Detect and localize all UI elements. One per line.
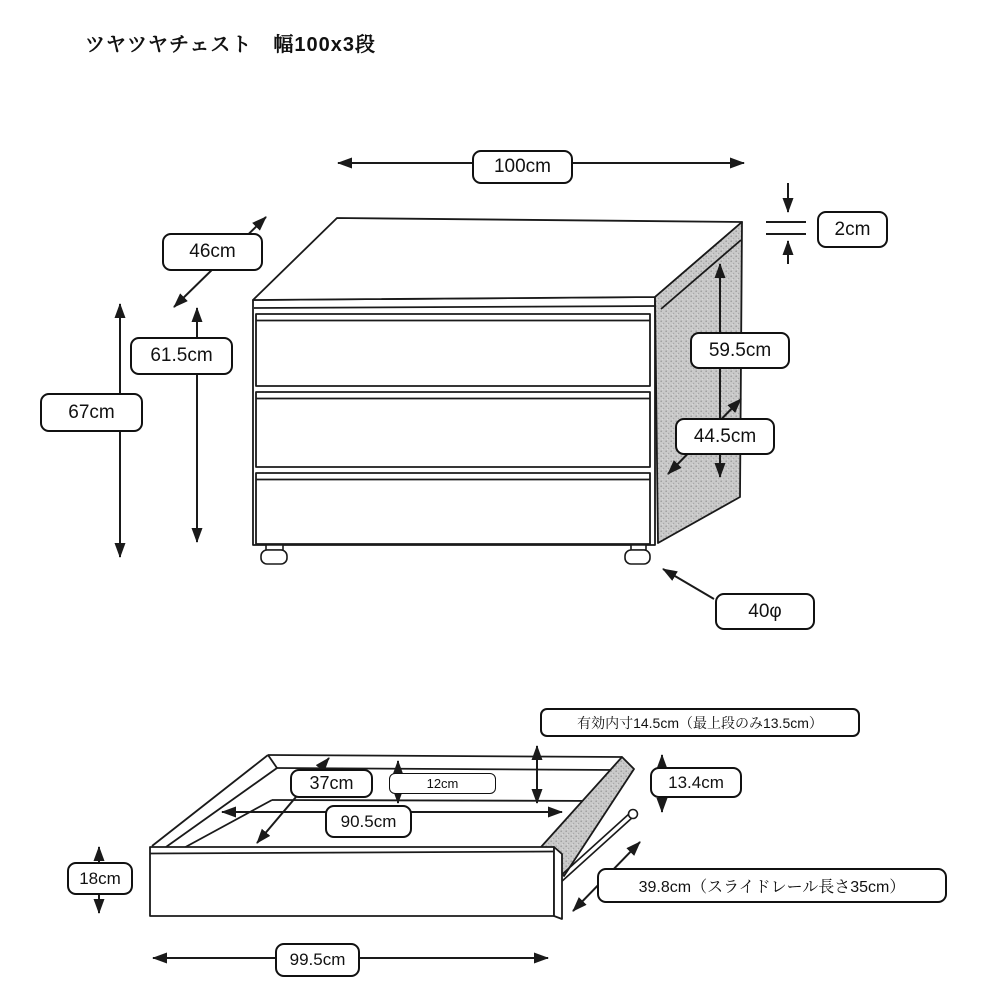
thickness-callout (766, 183, 806, 264)
dim-label-back-height: 12cm (389, 773, 496, 794)
dim-label-front-height: 18cm (67, 862, 133, 895)
caster-left (261, 545, 287, 564)
dim-label-side-height: 13.4cm (650, 767, 742, 798)
dim-label-chest-width: 100cm (472, 150, 573, 184)
dim-label-clearance: 有効内寸14.5cm（最上段のみ13.5cm） (540, 708, 860, 737)
dim-label-side-diagonal-depth: 44.5cm (675, 418, 775, 455)
page-title: ツヤツヤチェスト 幅100x3段 (85, 34, 377, 56)
caster-right (625, 545, 650, 564)
dim-label-chest-depth: 46cm (162, 233, 263, 271)
dim-label-side-inner-height: 59.5cm (690, 332, 790, 369)
dim-label-outer-width: 99.5cm (275, 943, 360, 977)
dim-label-inner-width: 90.5cm (325, 805, 412, 838)
chest-drawers (256, 314, 650, 544)
dim-label-depth-with-rail: 39.8cm（スライドレール長さ35cm） (597, 868, 947, 903)
dim-label-inner-depth: 37cm (290, 769, 373, 798)
dim-label-caster-diameter: 40φ (715, 593, 815, 630)
dim-label-body-height: 61.5cm (130, 337, 233, 375)
dim-label-top-thickness: 2cm (817, 211, 888, 248)
caster-pointer-arrow (663, 569, 714, 599)
dim-label-total-height: 67cm (40, 393, 143, 432)
chest-line-drawing (253, 218, 742, 564)
